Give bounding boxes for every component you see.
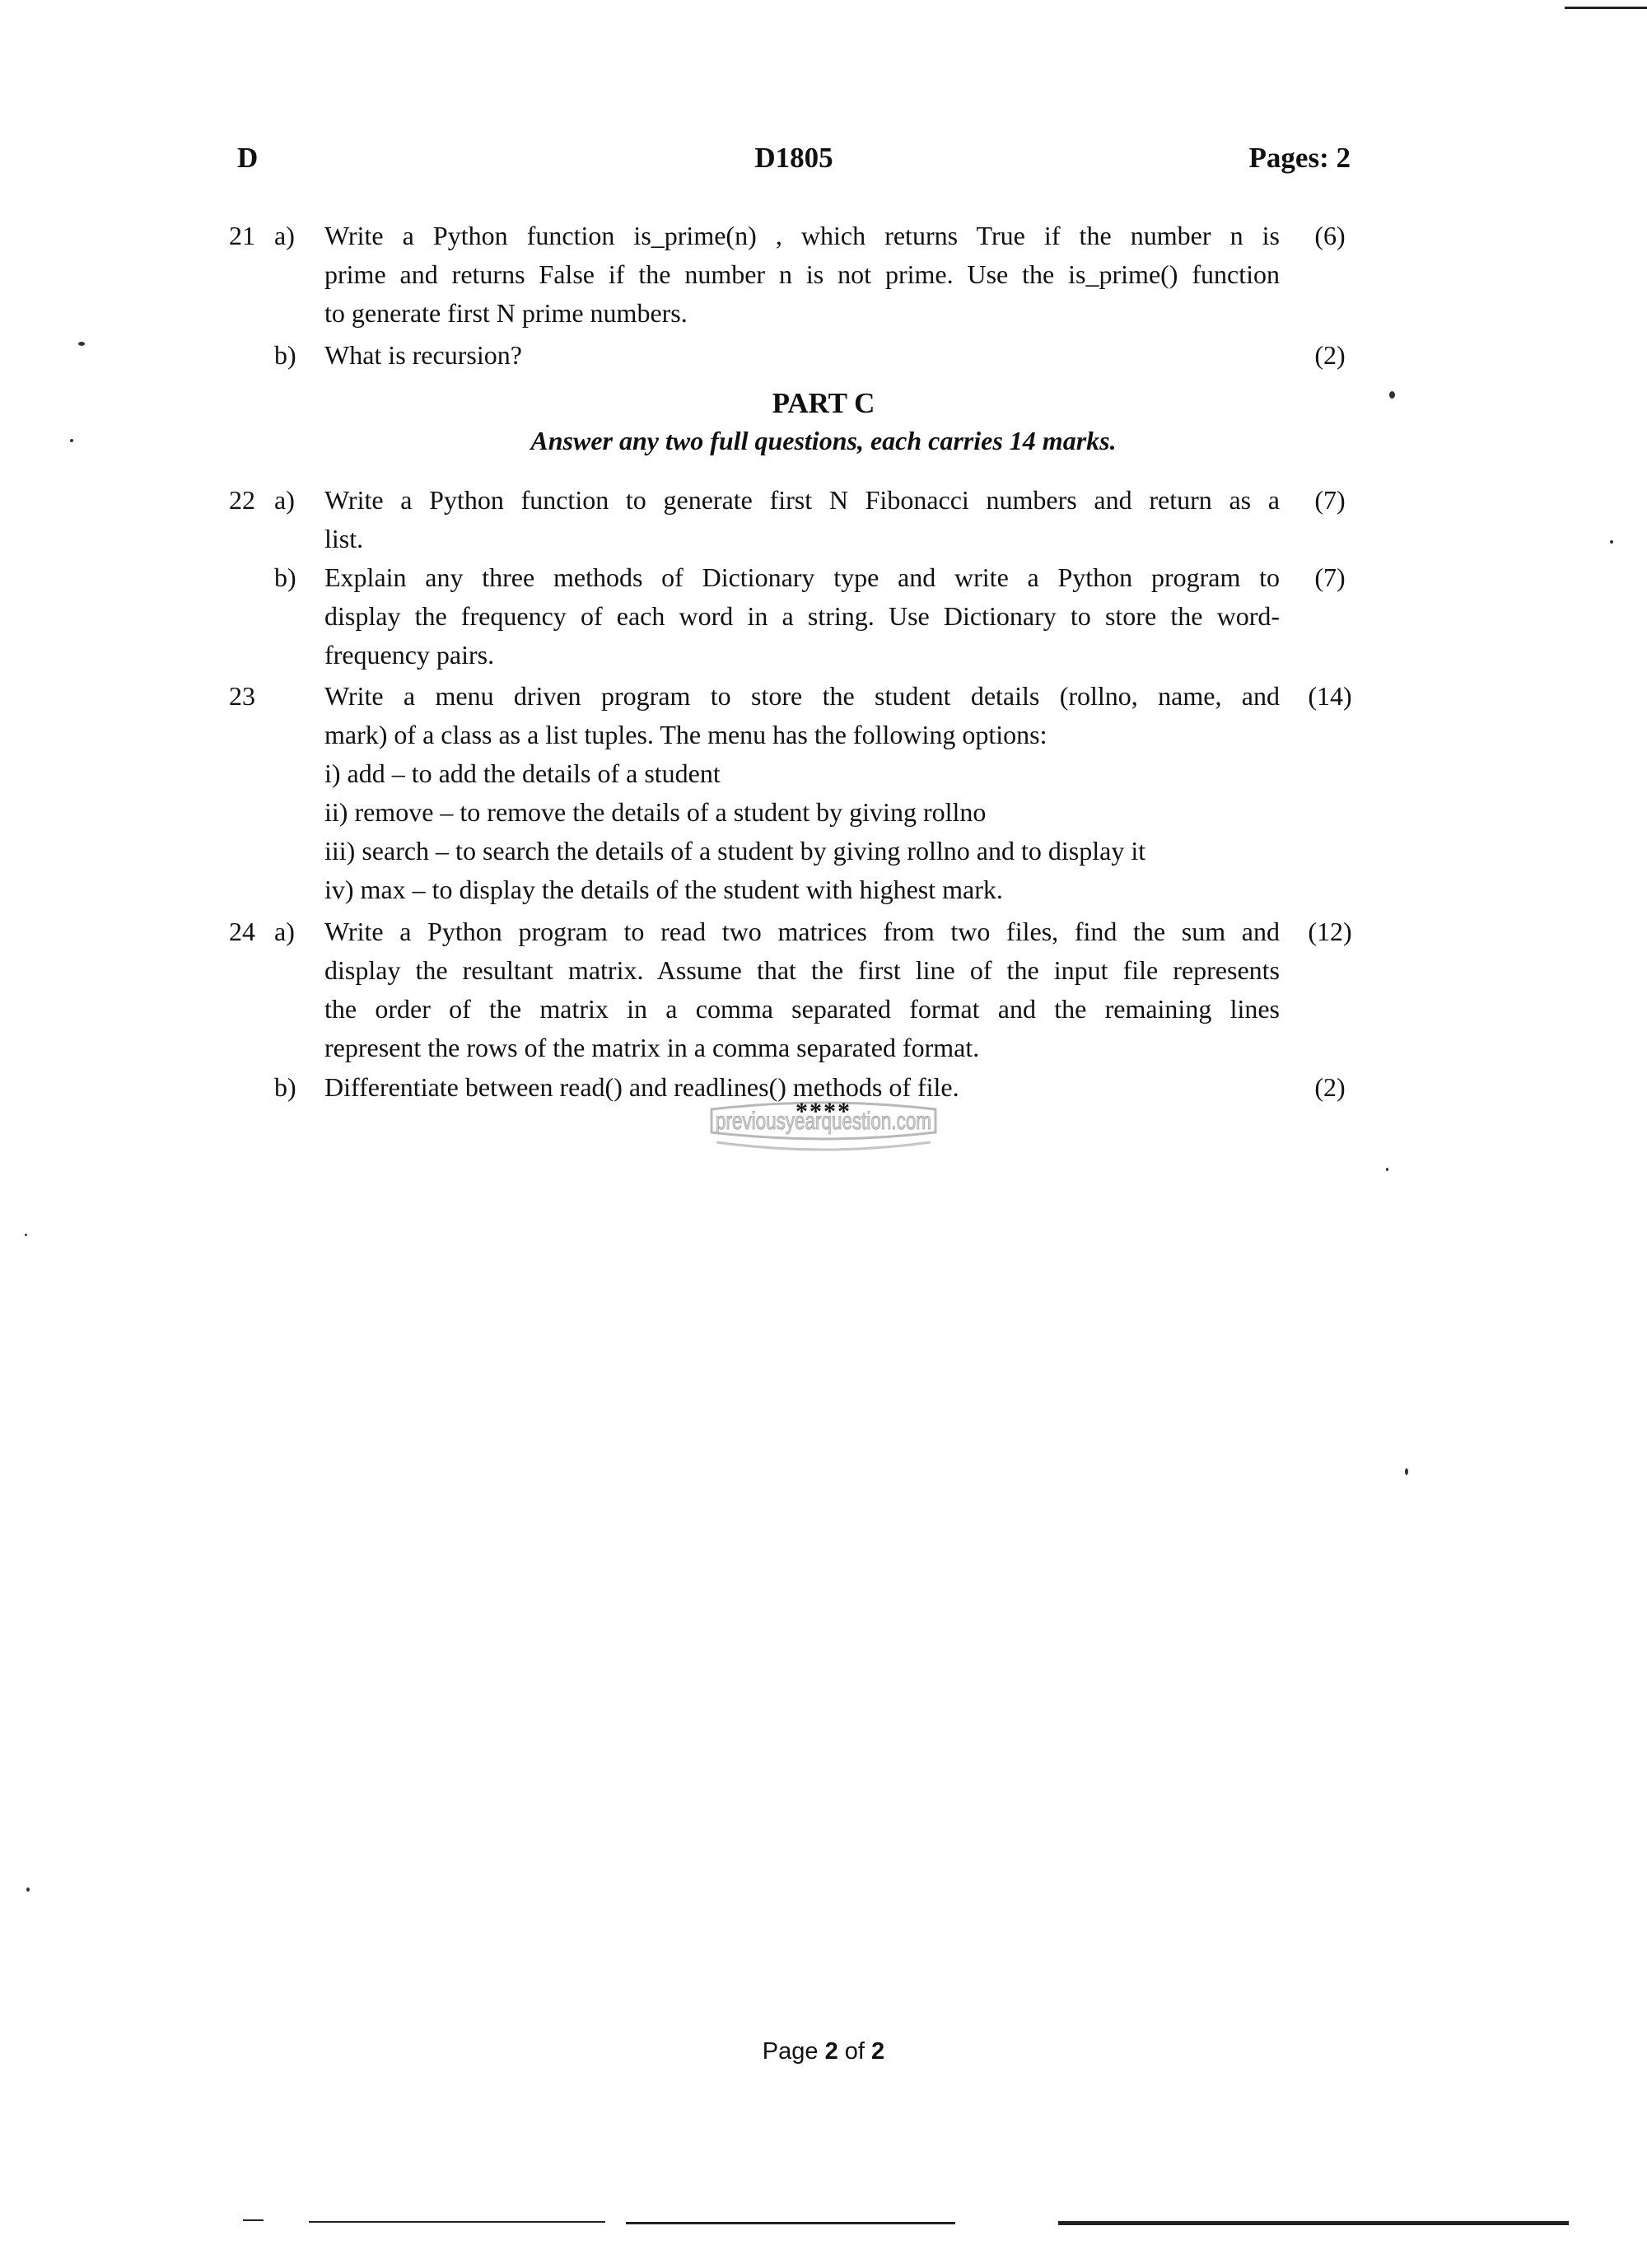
question-text [324, 558, 1280, 674]
scan-artifact [626, 2222, 955, 2224]
text-line: iv) max – to display the details of the student with highest mark. [324, 875, 1003, 904]
text-line: ii) remove – to remove the details of a student by giving rollno [324, 797, 987, 827]
svg-text:previousyearquestion.com: previousyearquestion.com [716, 1108, 931, 1135]
text-line: the order of the matrix in a comma separated format and the remaining lines [324, 994, 1280, 1024]
question-marks: (2) [1314, 340, 1346, 370]
question-number: 22 [229, 485, 255, 515]
scan-speck [25, 1234, 27, 1236]
question-part-label: b) [274, 340, 296, 370]
text-line: Write a Python function to generate first N Fibonacci numbers and return as a [324, 485, 1280, 515]
scan-speck [1386, 1168, 1388, 1171]
question-part-label: a) [274, 485, 295, 515]
question-number: 24 [229, 917, 255, 946]
header-series: D [237, 142, 259, 174]
question-text [324, 912, 1280, 1067]
question-text [324, 217, 1280, 333]
footer-total-pages: 2 [871, 2038, 885, 2065]
question-part-label: a) [274, 917, 295, 946]
question-marks: (7) [1314, 562, 1346, 592]
scan-speck [78, 342, 85, 346]
question-number: 23 [229, 681, 255, 711]
text-line: Write a menu driven program to store the student details (rollno, name, and [324, 681, 1280, 711]
text-line: iii) search – to search the details of a student by giving rollno and to display it [324, 836, 1146, 866]
question-number: 21 [229, 221, 255, 250]
scan-artifact [243, 2219, 264, 2221]
text-line: to generate first N prime numbers. [324, 298, 688, 328]
section-title: PART C [772, 387, 875, 419]
text-line: frequency pairs. [324, 640, 495, 670]
text-line: list. [324, 524, 364, 553]
text-line: Write a Python program to read two matrices from two files, find the sum and [324, 917, 1280, 946]
question-marks: (14) [1308, 681, 1352, 711]
scan-speck [26, 1888, 30, 1892]
text-line: represent the rows of the matrix in a comma separated format. [324, 1033, 980, 1062]
text-line: What is recursion? [324, 340, 522, 370]
text-line: Explain any three methods of Dictionary type and write a Python program to [324, 562, 1280, 592]
scan-artifact [1058, 2221, 1569, 2225]
header-pages: Pages: 2 [1248, 142, 1351, 174]
question-marks: (7) [1314, 485, 1346, 515]
footer-prefix: Page [762, 2038, 825, 2065]
question-text [324, 336, 1280, 375]
end-of-paper-mark: **** [796, 1098, 851, 1125]
text-line: Write a Python function is_prime(n) , which returns True if the number n is [324, 221, 1280, 250]
question-marks: (12) [1308, 917, 1352, 946]
question-part-label: b) [274, 562, 296, 592]
footer-middle: of [837, 2038, 872, 2065]
question-part-label: b) [274, 1072, 296, 1102]
footer-current-page: 2 [824, 2038, 838, 2065]
scan-speck [70, 439, 73, 442]
page-header [237, 142, 1351, 183]
question-text [324, 481, 1280, 558]
question-part-label: a) [274, 221, 295, 250]
scan-speck [1610, 540, 1613, 544]
question-text [324, 677, 1280, 909]
header-code: D1805 [754, 142, 833, 174]
text-line: mark) of a class as a list tuples. The menu has the following options: [324, 720, 1047, 749]
scan-artifact [1565, 7, 1647, 9]
text-line: Differentiate between read() and readlines() methods of file. [324, 1072, 959, 1102]
text-line: display the resultant matrix. Assume that the first line of the input file represents [324, 955, 1280, 985]
question-marks: (6) [1314, 221, 1346, 250]
text-line: prime and returns False if the number n is not prime. Use the is_prime() function [324, 259, 1280, 289]
section-instructions: Answer any two full questions, each carries 14 marks. [530, 426, 1117, 455]
scan-speck [1389, 391, 1395, 399]
scan-speck [1405, 1468, 1408, 1475]
text-line: display the frequency of each word in a string. Use Dictionary to store the word- [324, 601, 1280, 631]
text-line: i) add – to add the details of a student [324, 758, 721, 788]
question-marks: (2) [1314, 1072, 1346, 1102]
scan-artifact [309, 2221, 605, 2223]
page-footer [0, 2038, 1647, 2065]
